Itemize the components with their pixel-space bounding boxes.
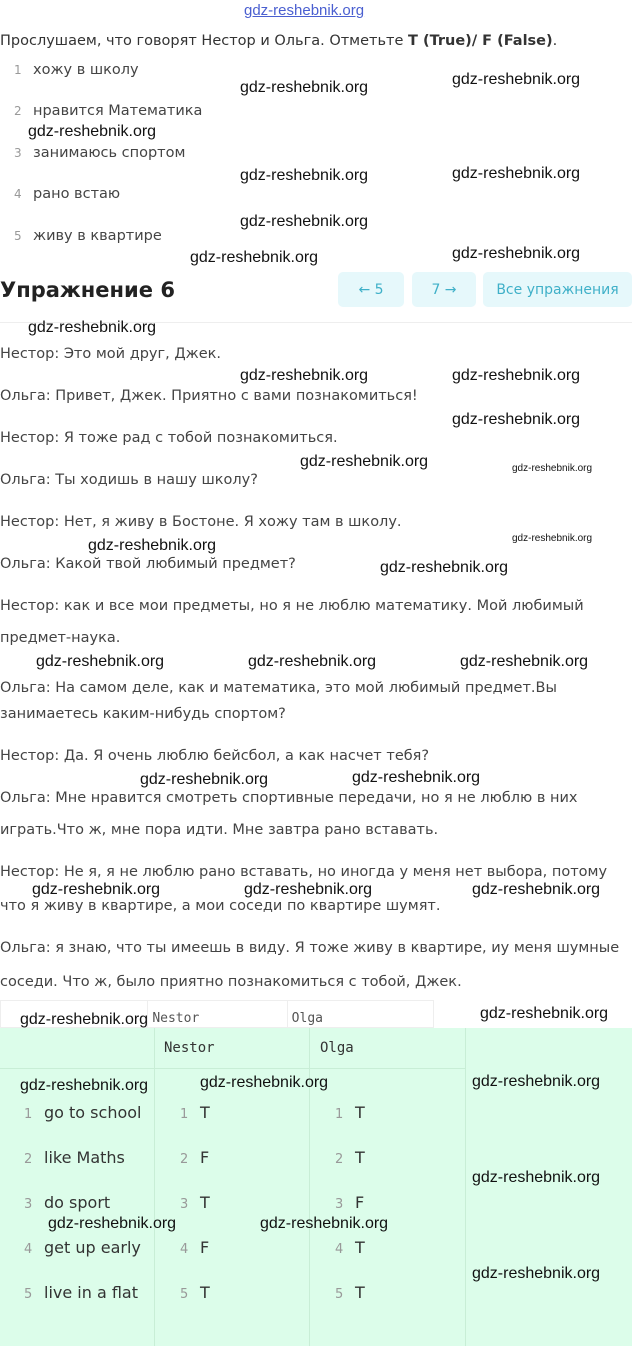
all-exercises-button[interactable]: Все упражнения: [483, 272, 632, 307]
watermark: gdz-reshebnik.org: [512, 463, 593, 474]
watermark: gdz-reshebnik.org: [190, 249, 319, 266]
statement-text: занимаюсь спортом: [33, 145, 186, 161]
table-row-item: 3 do sport: [24, 1193, 111, 1212]
olga-answer: 4 T: [335, 1238, 365, 1257]
dialogue-line: Нестор: Да. Я очень люблю бейсбол, а как насчет тебя?: [0, 748, 430, 764]
item-number: 5: [14, 229, 22, 243]
watermark: gdz-reshebnik.org: [240, 367, 369, 384]
table-row-item: 1 go to school: [24, 1103, 142, 1122]
olga-answer: 5 T: [335, 1283, 365, 1302]
next-exercise-button[interactable]: 7 →: [412, 272, 476, 307]
watermark: gdz-reshebnik.org: [452, 367, 581, 384]
dialogue-line: Нестор: Нет, я живу в Бостоне. Я хожу там в школу.: [0, 514, 402, 530]
watermark: gdz-reshebnik.org: [480, 1005, 609, 1022]
watermark: gdz-reshebnik.org: [452, 165, 581, 182]
nestor-answer: 4 F: [180, 1238, 210, 1257]
statement-text: рано встаю: [33, 186, 121, 202]
olga-answer: 3 F: [335, 1193, 365, 1212]
watermark: gdz-reshebnik.org: [240, 213, 369, 230]
statement-text: нравится Математика: [33, 103, 203, 119]
table-row-item: 5 live in a flat: [24, 1283, 139, 1302]
watermark: gdz-reshebnik.org: [512, 533, 593, 544]
nestor-answer: 5 T: [180, 1283, 210, 1302]
watermark: gdz-reshebnik.org: [36, 653, 165, 670]
watermark: gdz-reshebnik.org: [20, 1077, 149, 1094]
watermark: gdz-reshebnik.org: [140, 771, 269, 788]
watermark: gdz-reshebnik.org: [452, 245, 581, 262]
watermark: gdz-reshebnik.org: [472, 1265, 601, 1282]
watermark: gdz-reshebnik.org: [380, 559, 509, 576]
dialogue-line: Нестор: Не я, я не люблю рано вставать, но иногда у меня нет выбора, потому: [0, 864, 608, 880]
statement-text: живу в квартире: [33, 228, 162, 244]
watermark: gdz-reshebnik.org: [460, 653, 589, 670]
prev-exercise-button[interactable]: ← 5: [338, 272, 404, 307]
statement-text: хожу в школу: [33, 62, 139, 78]
watermark: gdz-reshebnik.org: [28, 123, 157, 140]
nestor-answer: 3 T: [180, 1193, 210, 1212]
watermark: gdz-reshebnik.org: [244, 881, 373, 898]
statement-item: [0, 145, 185, 162]
watermark: gdz-reshebnik.org: [20, 1011, 149, 1028]
header-nestor: Nestor: [164, 1040, 215, 1056]
statement-item: [0, 228, 162, 245]
dialogue-line: Ольга: я знаю, что ты имеешь в виду. Я тоже живу в квартире, иу меня шумные: [0, 940, 620, 956]
header-olga: Olga: [320, 1040, 354, 1056]
table-row-item: 2 like Maths: [24, 1148, 125, 1167]
statement-item: [0, 186, 120, 203]
exercise-instruction: Прослушаем, что говорят Нестор и Ольга. Отметьте T (True)/ F (False).: [0, 33, 558, 49]
watermark: gdz-reshebnik.org: [32, 881, 161, 898]
watermark: gdz-reshebnik.org: [472, 881, 601, 898]
statement-item: [0, 62, 139, 79]
item-number: 2: [14, 104, 22, 118]
watermark: gdz-reshebnik.org: [472, 1073, 601, 1090]
page-title: Упражнение 6: [0, 278, 175, 302]
dialogue-line: Нестор: Это мой друг, Джек.: [0, 346, 222, 362]
watermark: gdz-reshebnik.org: [48, 1215, 177, 1232]
watermark: gdz-reshebnik.org: [300, 453, 429, 470]
dialogue-line: соседи. Что ж, было приятно познакомиться с тобой, Джек.: [0, 974, 462, 990]
watermark: gdz-reshebnik.org: [452, 411, 581, 428]
dialogue-line: Нестор: Я тоже рад с тобой познакомиться.: [0, 430, 338, 446]
watermark: gdz-reshebnik.org: [352, 769, 481, 786]
watermark: gdz-reshebnik.org: [472, 1169, 601, 1186]
watermark: gdz-reshebnik.org: [248, 653, 377, 670]
olga-answer: 2 T: [335, 1148, 365, 1167]
watermark: gdz-reshebnik.org: [452, 71, 581, 88]
watermark: gdz-reshebnik.org: [240, 79, 369, 96]
olga-answer: 1 T: [335, 1103, 365, 1122]
statement-item: [0, 103, 202, 120]
site-watermark-link[interactable]: gdz-reshebnik.org: [244, 2, 365, 19]
nestor-answer: 1 T: [180, 1103, 210, 1122]
item-number: 4: [14, 187, 22, 201]
watermark: gdz-reshebnik.org: [260, 1215, 389, 1232]
dialogue-line: Нестор: как и все мои предметы, но я не люблю математику. Мой любимый: [0, 598, 584, 614]
nestor-answer: 2 F: [180, 1148, 210, 1167]
table-row-item: 4 get up early: [24, 1238, 141, 1257]
dialogue-line: играть.Что ж, мне пора идти. Мне завтра рано вставать.: [0, 822, 439, 838]
item-number: 3: [14, 146, 22, 160]
dialogue-line: занимаетесь каким-нибудь спортом?: [0, 706, 286, 722]
dialogue-line: Ольга: На самом деле, как и математика, это мой любимый предмет.Вы: [0, 680, 557, 696]
dialogue-line: предмет-наука.: [0, 630, 121, 646]
dialogue-line: Ольга: Какой твой любимый предмет?: [0, 556, 296, 572]
watermark: gdz-reshebnik.org: [240, 167, 369, 184]
dialogue-line: Ольга: Ты ходишь в нашу школу?: [0, 472, 258, 488]
small-header-olga: Olga: [291, 1011, 323, 1026]
dialogue-line: Ольга: Мне нравится смотреть спортивные передачи, но я не люблю в них: [0, 790, 578, 806]
watermark: gdz-reshebnik.org: [200, 1074, 329, 1091]
item-number: 1: [14, 63, 22, 77]
small-header-nestor: Nestor: [148, 1001, 287, 1027]
watermark: gdz-reshebnik.org: [88, 537, 217, 554]
dialogue-line: что я живу в квартире, а мои соседи по квартире шумят.: [0, 898, 441, 914]
watermark: gdz-reshebnik.org: [28, 319, 157, 336]
dialogue-line: Ольга: Привет, Джек. Приятно с вами познакомиться!: [0, 388, 418, 404]
